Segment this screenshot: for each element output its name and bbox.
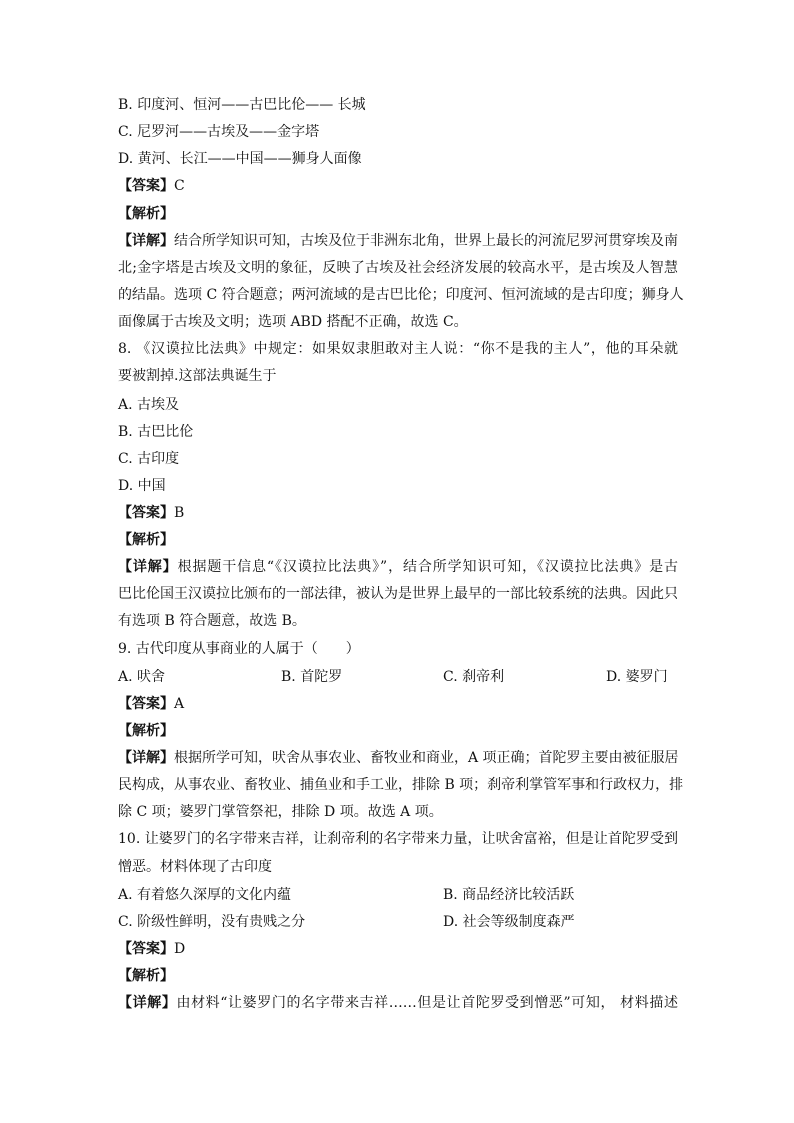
detail-tag: 【详解】 bbox=[118, 750, 174, 766]
q7-option-c: C. 尼罗河——古埃及——金字塔 bbox=[118, 124, 320, 140]
q10-answer-line bbox=[118, 940, 678, 958]
q9-analysis-tag: 【解析】 bbox=[118, 723, 174, 739]
answer-tag: 【答案】 bbox=[118, 696, 174, 712]
q10-stem-line-1: 10. 让婆罗门的名字带来吉祥，让刹帝利的名字带来力量，让吠舍富裕，但是让首陀罗受到 bbox=[118, 831, 678, 847]
q8-option-b: B. 古巴比伦 bbox=[118, 424, 194, 440]
q7-detail-line-3: 的结晶。选项 C 符合题意；两河流域的是古巴比伦；印度河、恒河流域的是古印度；狮身人 bbox=[118, 287, 684, 303]
detail-text: 根据题干信息“《汉谟拉比法典》”，结合所学知识可知，《汉谟拉比法典》是古 bbox=[177, 559, 679, 575]
q9-option-b: B. 首陀罗 bbox=[281, 669, 343, 685]
q8-detail-line-3: 有选项 B 符合题意，故选 B。 bbox=[118, 613, 306, 629]
q9-option-c: C. 刹帝利 bbox=[443, 669, 505, 685]
answer-tag: 【答案】 bbox=[118, 941, 174, 957]
q9-detail-line-3: 除 C 项；婆罗门掌管祭祀，排除 D 项。故选 A 项。 bbox=[118, 804, 443, 820]
detail-tag: 【详解】 bbox=[118, 233, 174, 249]
detail-text: 由材料“让婆罗门的名字带来吉祥……但是让首陀罗受到憎恶”可知， 材料描述 bbox=[176, 995, 679, 1011]
q9-answer-line bbox=[118, 695, 678, 713]
q8-answer-line bbox=[118, 504, 678, 522]
q10-option-a: A. 有着悠久深厚的文化内蕴 bbox=[118, 887, 292, 903]
q9-option-d: D. 婆罗门 bbox=[606, 669, 668, 685]
q7-option-b: B. 印度河、恒河——古巴比伦—— 长城 bbox=[118, 97, 366, 113]
q9-detail-line-2: 民构成，从事农业、畜牧业、捕鱼业和手工业，排除 B 项；刹帝利掌管军事和行政权力，排 bbox=[118, 777, 684, 793]
answer-value: C bbox=[174, 178, 185, 194]
q8-stem-line-2: 要被割掉.这部法典诞生于 bbox=[118, 368, 277, 384]
q8-analysis-tag: 【解析】 bbox=[118, 532, 174, 548]
q7-detail-line-1 bbox=[118, 232, 678, 250]
q7-analysis-tag: 【解析】 bbox=[118, 206, 174, 222]
q10-option-d: D. 社会等级制度森严 bbox=[443, 914, 575, 930]
detail-text: 结合所学知识可知，古埃及位于非洲东北角，世界上最长的河流尼罗河贯穿埃及南 bbox=[174, 233, 678, 249]
q9-stem: 9. 古代印度从事商业的人属于（ ） bbox=[118, 641, 360, 657]
q10-option-b: B. 商品经济比较活跃 bbox=[443, 887, 575, 903]
q10-option-c: C. 阶级性鲜明，没有贵贱之分 bbox=[118, 914, 306, 930]
detail-tag: 【详解】 bbox=[118, 559, 178, 575]
answer-value: B bbox=[174, 505, 185, 521]
answer-value: D bbox=[174, 941, 186, 957]
q8-option-a: A. 古埃及 bbox=[118, 397, 180, 413]
q7-detail-line-2: 北;金字塔是古埃及文明的象征，反映了古埃及社会经济发展的较高水平，是古埃及人智慧 bbox=[118, 260, 678, 276]
q8-option-c: C. 古印度 bbox=[118, 451, 180, 467]
detail-tag: 【详解】 bbox=[118, 995, 177, 1011]
q8-detail-line-1 bbox=[118, 558, 678, 576]
q10-stem-line-2: 憎恶。材料体现了古印度 bbox=[118, 859, 272, 875]
q9-option-a: A. 吠舍 bbox=[118, 669, 166, 685]
q10-analysis-tag: 【解析】 bbox=[118, 968, 174, 984]
q7-option-d: D. 黄河、长江——中国——狮身人面像 bbox=[118, 151, 362, 167]
q8-stem-line-1: 8. 《汉谟拉比法典》中规定：如果奴隶胆敢对主人说：“你不是我的主人”，他的耳朵就 bbox=[118, 341, 678, 357]
answer-tag: 【答案】 bbox=[118, 178, 174, 194]
answer-value: A bbox=[174, 696, 185, 712]
q8-option-d: D. 中国 bbox=[118, 478, 166, 494]
answer-tag: 【答案】 bbox=[118, 505, 174, 521]
q8-detail-line-2: 巴比伦国王汉谟拉比颁布的一部法律，被认为是世界上最早的一部比较系统的法典。因此只 bbox=[118, 586, 678, 602]
q9-detail-line-1 bbox=[118, 749, 678, 767]
q10-detail-line-1 bbox=[118, 994, 678, 1012]
q7-detail-line-4: 面像属于古埃及文明；选项 ABD 搭配不正确，故选 C。 bbox=[118, 314, 468, 330]
detail-text: 根据所学可知，吠舍从事农业、畜牧业和商业，A 项正确；首陀罗主要由被征服居 bbox=[174, 750, 679, 766]
q7-answer-line bbox=[118, 177, 678, 195]
